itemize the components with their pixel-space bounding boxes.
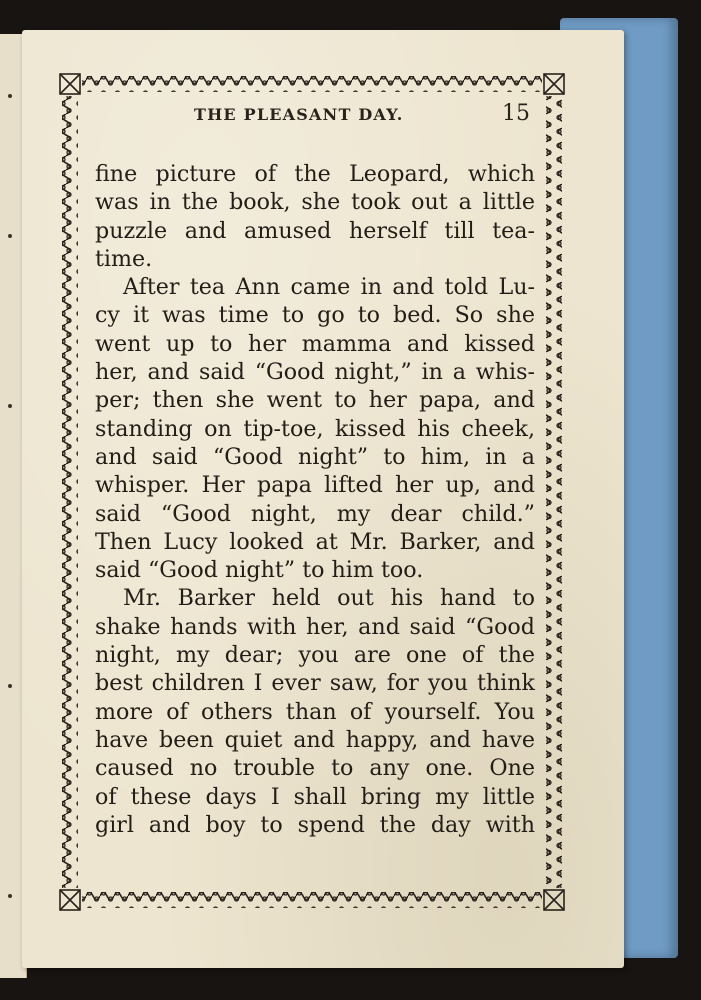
text-line: whisper. Her papa lifted her up, and	[95, 472, 535, 499]
text-line: more of others than of yourself. You	[95, 698, 535, 725]
text-line: shake hands with her, and said “Good	[95, 613, 535, 640]
text-line: Then Lucy looked at Mr. Barker, and	[95, 528, 535, 555]
binding-hole	[8, 684, 12, 688]
text-line: said “Good night, my dear child.”	[95, 500, 535, 527]
text-line: best children I ever saw, for you think	[95, 670, 535, 697]
text-line: her, and said “Good night,” in a whis-	[95, 359, 535, 386]
text-line: and said “Good night” to him, in a	[95, 443, 535, 470]
text-line: said “Good night” to him too.	[95, 557, 424, 584]
text-line: went up to her mamma and kissed	[95, 330, 535, 357]
text-line: time.	[95, 245, 153, 272]
binding-hole	[8, 94, 12, 98]
text-line: night, my dear; you are one of the	[95, 642, 535, 669]
text-line: girl and boy to spend the day with	[95, 811, 535, 838]
text-line: After tea Ann came in and told Lu-	[123, 274, 535, 301]
page-number: 15	[502, 101, 530, 126]
text-line: puzzle and amused herself till tea-	[95, 217, 535, 244]
binding-hole	[8, 404, 12, 408]
text-line: fine picture of the Leopard, which	[95, 161, 535, 187]
running-head: THE PLEASANT DAY.	[194, 105, 404, 124]
text-line: standing on tip-toe, kissed his cheek,	[95, 415, 535, 442]
binding-hole	[8, 894, 12, 898]
text-line: of these days I shall bring my little	[95, 783, 535, 810]
text-line: per; then she went to her papa, and	[95, 387, 535, 414]
text-line: have been quiet and happy, and have	[95, 726, 535, 753]
body-text	[95, 160, 535, 839]
text-line: cy it was time to go to bed. So she	[95, 302, 535, 329]
text-line: Mr. Barker held out his hand to	[123, 585, 535, 612]
binding-hole	[8, 234, 12, 238]
text-line: caused no trouble to any one. One	[95, 755, 535, 782]
page-header	[94, 101, 534, 135]
text-line: was in the book, she took out a little	[95, 189, 535, 216]
